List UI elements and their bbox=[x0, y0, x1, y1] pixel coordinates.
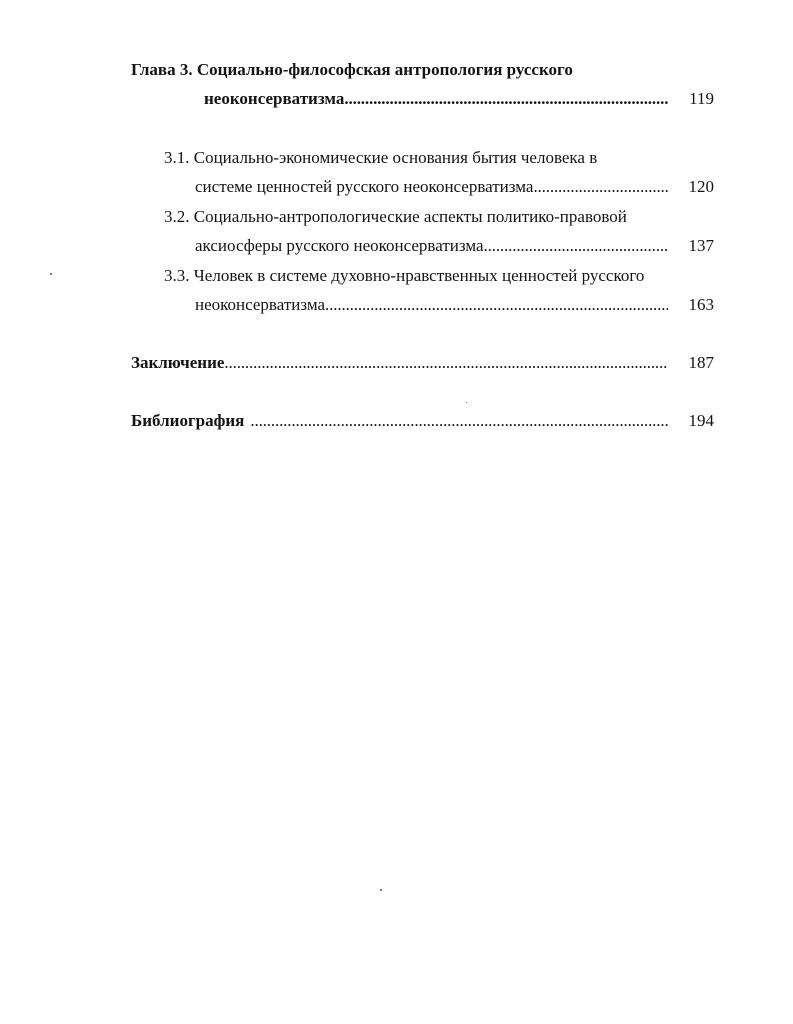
section-3-1-title-line-1: 3.1. Социально-экономические основания бытия человека в bbox=[164, 148, 598, 167]
scan-speck bbox=[380, 889, 382, 891]
conclusion-entry bbox=[131, 352, 714, 374]
leader-dots bbox=[484, 235, 668, 257]
section-3-3-title-line-1: 3.3. Человек в системе духовно-нравственных ценностей русского bbox=[164, 266, 645, 285]
chapter-3-entry bbox=[204, 88, 714, 110]
scan-speck bbox=[50, 273, 52, 275]
section-3-2-page-number: 137 bbox=[688, 236, 714, 255]
conclusion-label: Заключение bbox=[131, 353, 225, 372]
chapter-3-page-number: 119 bbox=[689, 89, 714, 108]
chapter-3-title-line-2: неоконсерватизма bbox=[204, 89, 345, 108]
conclusion-page-number: 187 bbox=[688, 353, 714, 372]
leader-dots bbox=[250, 410, 668, 432]
section-3-1-entry bbox=[195, 176, 714, 198]
bibliography-page-number: 194 bbox=[688, 411, 714, 430]
section-3-1-title-line-2: системе ценностей русского неоконсерватизма bbox=[195, 177, 534, 196]
section-3-3-page-number: 163 bbox=[688, 295, 714, 314]
leader-dots bbox=[325, 294, 668, 316]
section-3-3-entry bbox=[195, 294, 714, 316]
section-3-2-entry bbox=[195, 235, 714, 257]
bibliography-label: Библиография bbox=[131, 411, 245, 430]
scan-speck bbox=[466, 402, 467, 403]
leader-dots bbox=[224, 352, 668, 374]
section-3-3-title-line-2: неоконсерватизма bbox=[195, 295, 326, 314]
section-3-1-page-number: 120 bbox=[688, 177, 714, 196]
leader-dots bbox=[344, 88, 668, 110]
bibliography-entry bbox=[131, 410, 714, 432]
section-3-2-title-line-2: аксиосферы русского неоконсерватизма bbox=[195, 236, 484, 255]
leader-dots bbox=[533, 176, 668, 198]
chapter-3-title-line-1: Глава 3. Социально-философская антропология русского bbox=[131, 60, 573, 79]
section-3-2-title-line-1: 3.2. Социально-антропологические аспекты политико-правовой bbox=[164, 207, 627, 226]
